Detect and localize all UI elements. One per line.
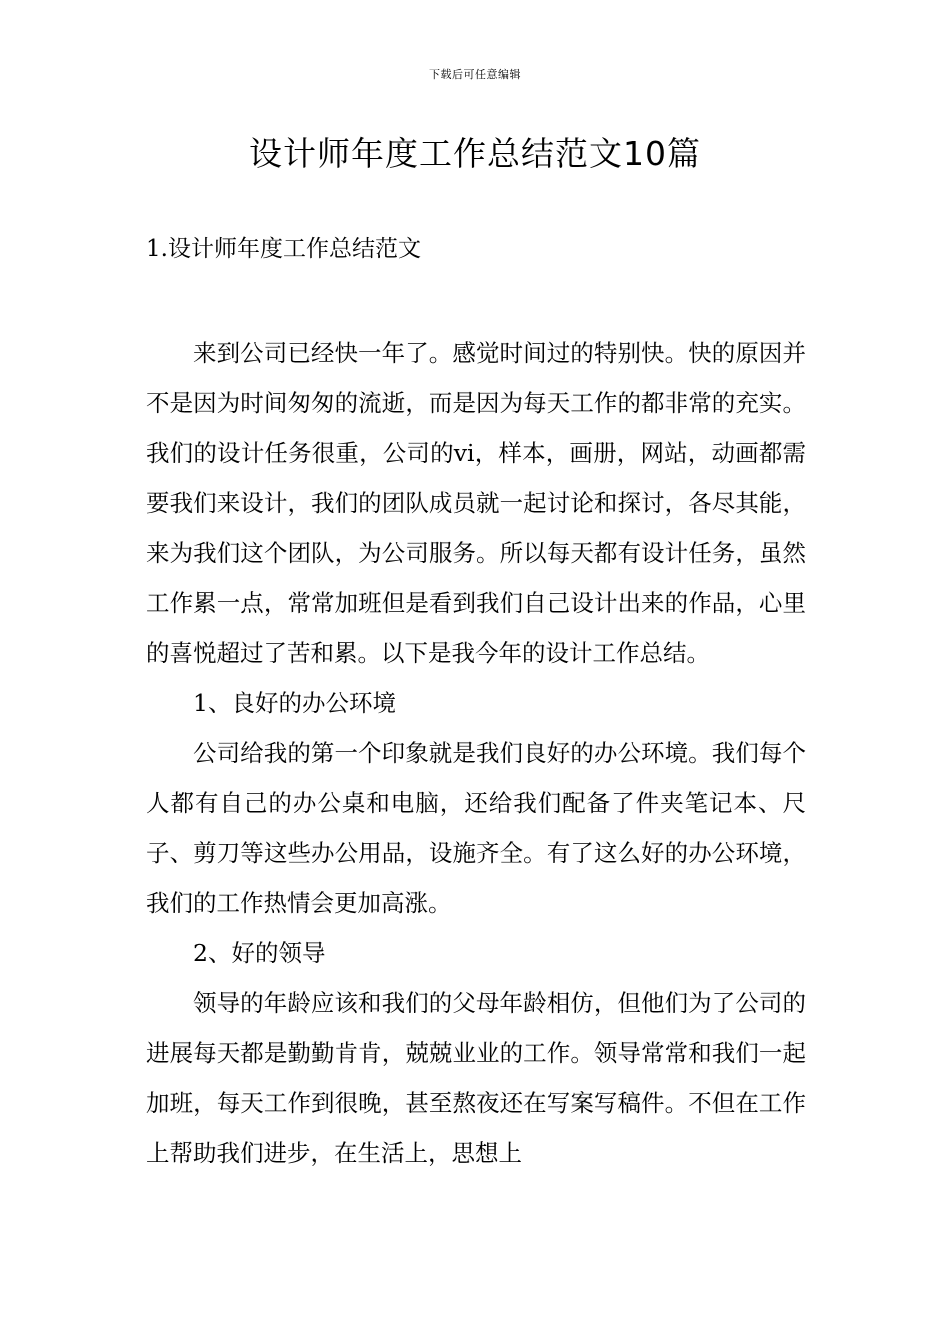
document-title: 设计师年度工作总结范文10篇 xyxy=(249,134,701,173)
body-text xyxy=(146,328,806,1178)
subheading-good-leadership: 2、好的领导 xyxy=(193,939,326,967)
paragraph-good-leadership: 领导的年龄应该和我们的父母年龄相仿，但他们为了公司的进展每天都是勤勤肯肯，兢兢业业的工作。领导常常和我们一起加班，每天工作到很晚，甚至熬夜还在写案写稿件。不但在工作上帮助我们进步，在生活上，思想上 xyxy=(146,989,806,1167)
header-note: 下载后可任意编辑 xyxy=(429,68,521,81)
paragraph-intro: 来到公司已经快一年了。感觉时间过的特别快。快的原因并不是因为时间匆匆的流逝，而是因为每天工作的都非常的充实。我们的设计任务很重，公司的vi，样本，画册，网站，动画都需要我们来设计，我们的团队成员就一起讨论和探讨，各尽其能，来为我们这个团队，为公司服务。所以每天都有设计任务，虽然工作累一点，常常加班但是看到我们自己设计出来的作品，心里的喜悦超过了苦和累。以下是我今年的设计工作总结。 xyxy=(146,339,806,667)
section-heading: 1.设计师年度工作总结范文 xyxy=(146,236,421,262)
subheading-office-environment: 1、良好的办公环境 xyxy=(193,689,396,717)
paragraph-office-environment: 公司给我的第一个印象就是我们良好的办公环境。我们每个人都有自己的办公桌和电脑，还给我们配备了件夹笔记本、尺子、剪刀等这些办公用品，设施齐全。有了这么好的办公环境，我们的工作热情会更加高涨。 xyxy=(146,739,806,917)
